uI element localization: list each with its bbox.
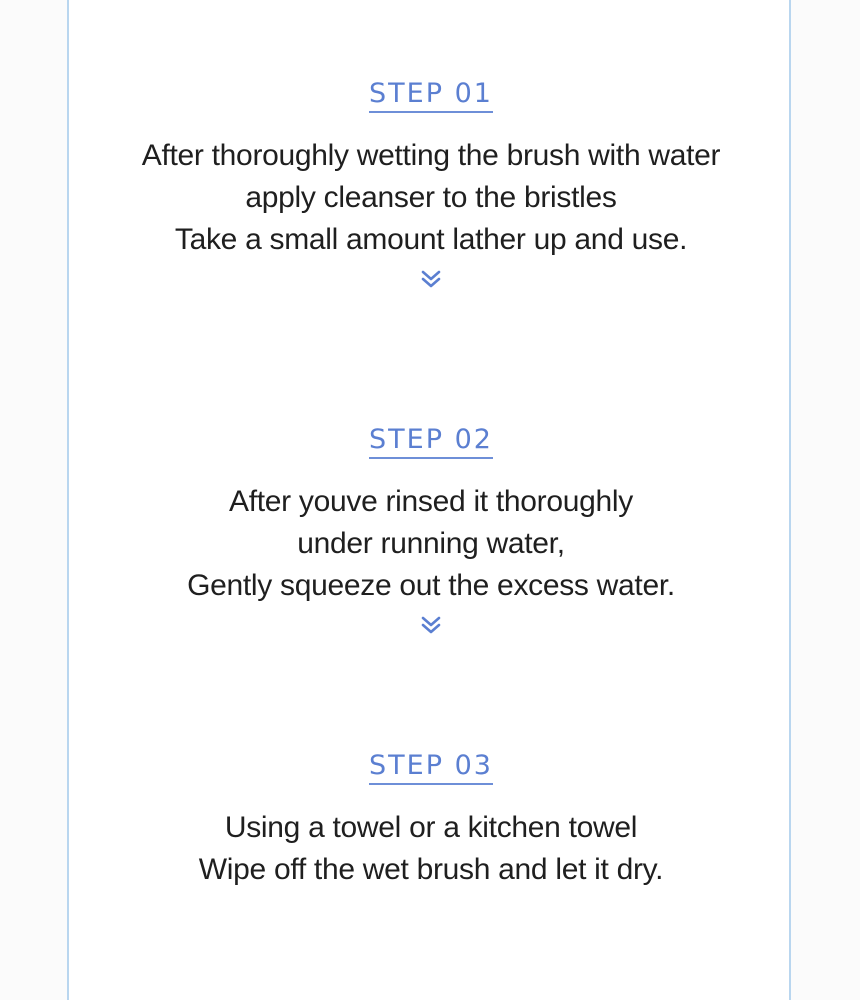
step-03-line-2: Wipe off the wet brush and let it dry. bbox=[198, 853, 664, 886]
instructions-panel bbox=[67, 0, 791, 1000]
step-02-line-3: Gently squeeze out the excess water. bbox=[187, 569, 675, 602]
step-03-title: STEP 03 bbox=[369, 752, 493, 785]
step-03-description bbox=[69, 807, 793, 891]
double-chevron-down-icon bbox=[419, 615, 443, 635]
step-03-line-1: Using a towel or a kitchen towel bbox=[224, 811, 638, 844]
step-01-line-2: apply cleanser to the bristles bbox=[245, 181, 617, 214]
step-02-description bbox=[69, 481, 793, 607]
step-02-title: STEP 02 bbox=[369, 426, 493, 459]
step-01-section bbox=[69, 80, 793, 289]
step-02-line-2: under running water, bbox=[297, 527, 565, 560]
step-01-description bbox=[69, 135, 793, 261]
step-01-line-3: Take a small amount lather up and use. bbox=[174, 223, 688, 256]
step-03-section bbox=[69, 752, 793, 891]
double-chevron-down-icon bbox=[419, 269, 443, 289]
step-01-title: STEP 01 bbox=[369, 80, 493, 113]
step-01-line-1: After thoroughly wetting the brush with water bbox=[141, 139, 721, 172]
step-02-line-1: After youve rinsed it thoroughly bbox=[229, 485, 633, 518]
step-02-section bbox=[69, 426, 793, 635]
